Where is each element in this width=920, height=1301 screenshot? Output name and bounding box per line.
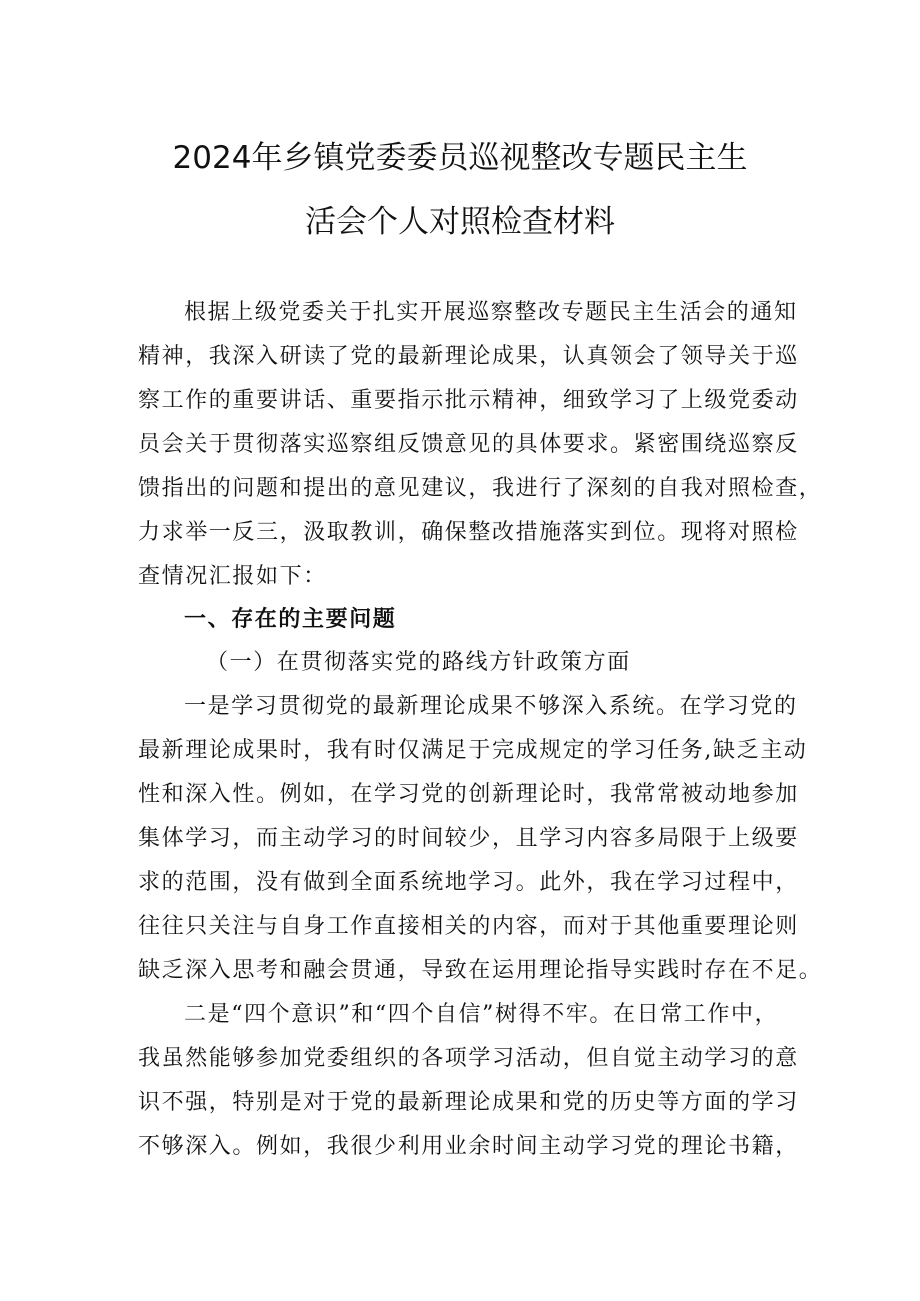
paragraph-line: 不够深入。例如，我很少利用业余时间主动学习党的理论书籍， [138,1134,799,1159]
section-heading: 一、存在的主要问题 [184,606,397,632]
paragraph-line: 识不强，特别是对于党的最新理论成果和党的历史等方面的学习 [138,1090,799,1115]
paragraph-line: 精神，我深入研读了党的最新理论成果，认真领会了领导关于巡 [138,344,799,369]
document-title-line-2: 活会个人对照检查材料 [305,204,615,240]
paragraph-line: 我虽然能够参加党委组织的各项学习活动，但自觉主动学习的意 [138,1046,799,1071]
paragraph-line: 察工作的重要讲话、重要指示批示精神，细致学习了上级党委动 [138,388,799,413]
paragraph-line: 一是学习贯彻党的最新理论成果不够深入系统。在学习党的 [184,694,798,719]
paragraph-line: 力求举一反三，汲取教训，确保整改措施落实到位。现将对照检 [138,520,799,545]
paragraph-line: 员会关于贯彻落实巡察组反馈意见的具体要求。紧密围绕巡察反 [138,432,799,457]
subsection-heading: （一）在贯彻落实党的路线方针政策方面 [206,650,631,675]
paragraph-line: 性和深入性。例如，在学习党的创新理论时，我常常被动地参加 [138,782,799,807]
paragraph-line: 往往只关注与自身工作直接相关的内容，而对于其他重要理论则 [138,914,799,939]
paragraph-line: 根据上级党委关于扎实开展巡察整改专题民主生活会的通知 [184,300,798,325]
paragraph-line: 缺乏深入思考和融会贯通，导致在运用理论指导实践时存在不足。 [138,958,823,983]
paragraph-line: 集体学习，而主动学习的时间较少，且学习内容多局限于上级要 [138,826,799,851]
paragraph-line: 最新理论成果时，我有时仅满足于完成规定的学习任务,缺乏主动 [138,738,808,763]
paragraph-line: 求的范围，没有做到全面系统地学习。此外，我在学习过程中， [138,870,799,895]
paragraph-line: 馈指出的问题和提出的意见建议，我进行了深刻的自我对照检查， [138,476,823,501]
paragraph-line: 查情况汇报如下： [138,564,327,589]
paragraph-line: 二是“四个意识”和“四个自信”树得不牢。在日常工作中， [184,1002,779,1027]
document-title-line-1: 2024年乡镇党委委员巡视整改专题民主生 [172,140,748,176]
